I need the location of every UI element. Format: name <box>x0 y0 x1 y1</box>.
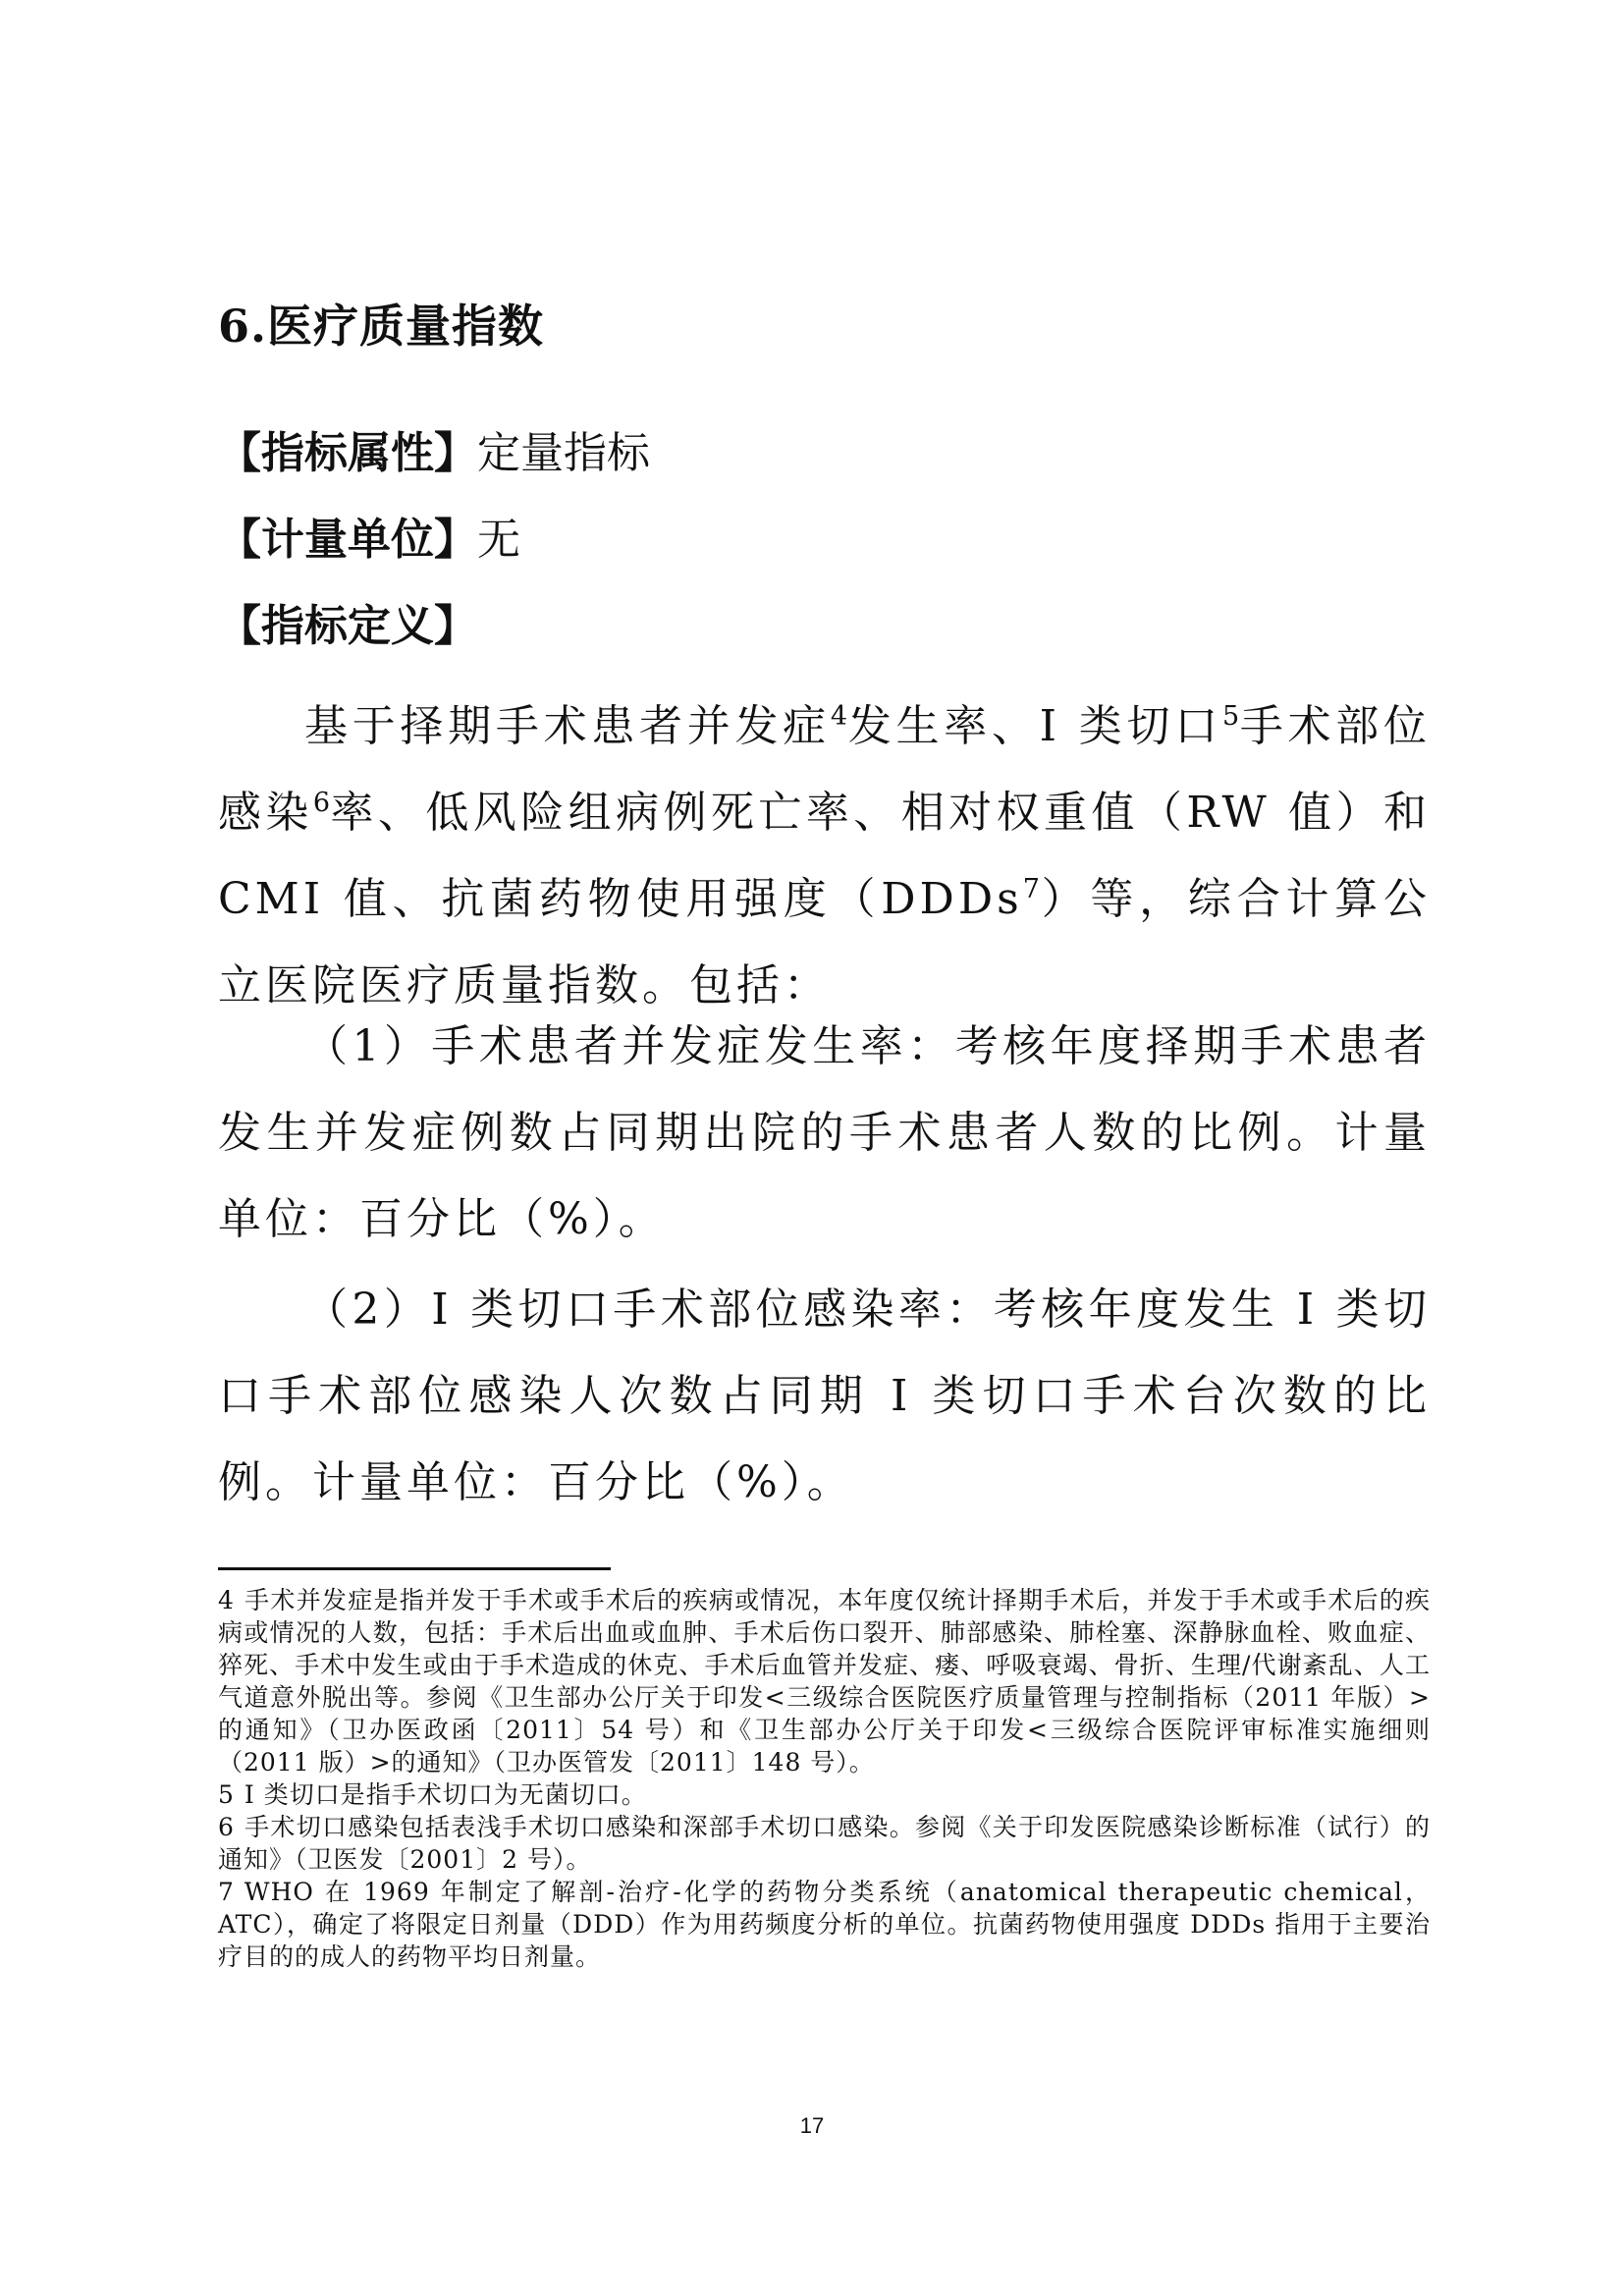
footnote-text: 手术切口感染包括表浅手术切口感染和深部手术切口感染。参阅《关于印发医院感染诊断标准（试行）的通知》（卫医发〔2001〕2 号）。 <box>218 1813 1431 1874</box>
footnotes <box>218 1584 1431 1973</box>
attribute-label: 【指标属性】 <box>218 428 477 478</box>
footnote-number: 5 <box>218 1780 235 1809</box>
page-number: 17 <box>799 2113 825 2138</box>
definition-text: 基于择期手术患者并发症 <box>304 701 831 751</box>
attribute-indicator-type <box>218 424 650 483</box>
attribute-value: 定量指标 <box>477 428 650 478</box>
definition-text: ）等，综合计算公立医院医疗质量指数。包括： <box>218 874 1431 1011</box>
definition-paragraph-3: （2）I 类切口手术部位感染率：考核年度发生 I 类切口手术部位感染人次数占同期 I 类切口手术台次数的比例。计量单位：百分比（%）。 <box>218 1285 1431 1507</box>
definition-text: 手术部位感染 <box>218 701 1431 838</box>
attribute-label: 【计量单位】 <box>218 515 477 565</box>
footnote-ref-5: 5 <box>1221 701 1240 732</box>
footnote-text: 手术并发症是指并发于手术或手术后的疾病或情况，本年度仅统计择期手术后，并发于手术或手术后的疾病或情况的人数，包括：手术后出血或血肿、手术后伤口裂开、肺部感染、肺栓塞、深静脉血栓、败血症、猝死、手术中发生或由于手术造成的休克、手术后血管并发症、瘘、呼吸衰竭、骨折、生理/代谢紊乱、人工气道意外脱出等。参阅《卫生部办公厅关于印发<三级综合医院医疗质量管理与控制指标（2011 年版）>的通知》（卫办医政函〔2011〕54 号）和《卫生部办公厅关于印发<三级综合医院评审标准实施细则（2011 版）>的通知》（卫办医管发〔2011〕148 号）。 <box>218 1586 1431 1777</box>
definition-paragraph-2: （1）手术患者并发症发生率：考核年度择期手术患者发生并发症例数占同期出院的手术患者人数的比例。计量单位：百分比（%）。 <box>218 1021 1431 1244</box>
attribute-definition-heading <box>218 597 477 656</box>
footnote-ref-7: 7 <box>1022 874 1040 904</box>
attribute-label: 【指标定义】 <box>218 601 477 651</box>
footnote-4 <box>218 1584 1431 1778</box>
footnote-7 <box>218 1876 1431 1973</box>
footnote-ref-6: 6 <box>312 788 331 818</box>
attribute-unit <box>218 511 520 570</box>
footnote-5 <box>218 1778 1431 1811</box>
footnote-text: I 类切口是指手术切口为无菌切口。 <box>244 1780 647 1809</box>
footnote-6 <box>218 1811 1431 1876</box>
footnote-number: 7 <box>218 1878 235 1906</box>
footnote-number: 6 <box>218 1813 235 1841</box>
footnote-number: 4 <box>218 1586 235 1614</box>
definition-text: 率、低风险组病例死亡率、相对权重值（RW 值）和 CMI 值、抗菌药物使用强度（DDDs <box>218 788 1432 924</box>
definition-paragraph-1 <box>218 683 1431 1029</box>
definition-text: 发生率、I 类切口 <box>847 701 1222 751</box>
section-title: 6.医疗质量指数 <box>218 300 545 353</box>
attribute-value: 无 <box>477 515 520 565</box>
footnote-text: WHO 在 1969 年制定了解剖-治疗-化学的药物分类系统（anatomical therapeutic chemical，ATC），确定了将限定日剂量（DDD）作为用药频度分析的单位。抗菌药物使用强度 DDDs 指用于主要治疗目的的成人的药物平均日剂量。 <box>218 1878 1431 1971</box>
footnote-ref-4: 4 <box>830 701 848 732</box>
footnote-separator <box>218 1567 611 1570</box>
